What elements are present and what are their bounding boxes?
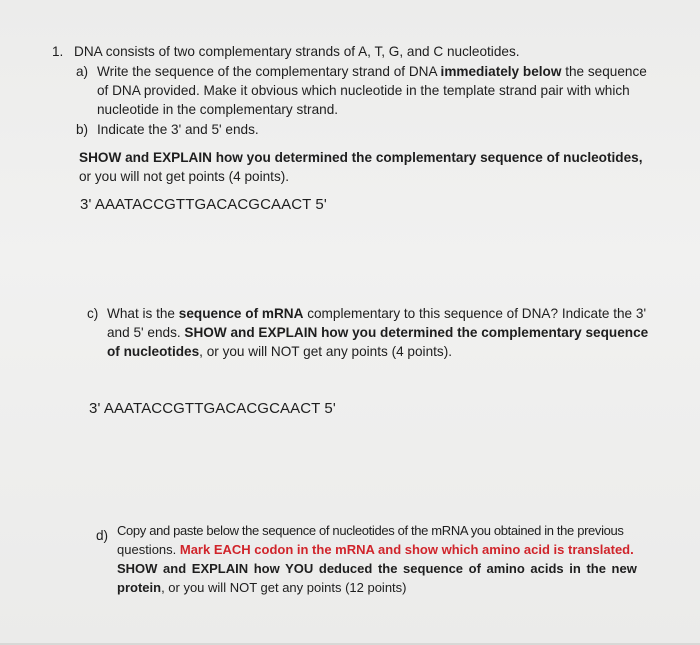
part-d-instruction-red: Mark EACH codon in the mRNA and show which amino acid is translated. xyxy=(179,542,634,557)
part-d-line-4-end: , or you will NOT get any points (12 points) xyxy=(161,580,407,595)
part-c-line-1-end: complementary to this sequence of DNA? Indicate the 3' xyxy=(303,306,647,321)
show-explain-ab-points: or you will not get points (4 points). xyxy=(79,169,290,184)
part-c-line-3-end: , or you will NOT get any points (4 points). xyxy=(199,344,453,359)
part-b-marker: b) xyxy=(76,122,89,137)
part-d-line-4-bold: protein xyxy=(117,580,162,595)
part-d-line-4 xyxy=(117,580,407,595)
part-c-emphasis: sequence of mRNA xyxy=(178,306,304,321)
part-c-line-3 xyxy=(107,344,452,359)
part-a-line-1-text: Write the sequence of the complementary strand of DNA xyxy=(97,64,441,79)
part-b-text: Indicate the 3' and 5' ends. xyxy=(97,122,259,137)
part-d-line-2 xyxy=(117,542,634,557)
part-a-line-2: of DNA provided. Make it obvious which nucleotide in the template strand pair with which xyxy=(97,83,630,98)
part-c-line-1 xyxy=(107,306,646,321)
part-a-line-3: nucleotide in the complementary strand. xyxy=(97,102,339,117)
part-d-line-1: Copy and paste below the sequence of nucleotides of the mRNA you obtained in the previous xyxy=(117,523,624,538)
question-intro: DNA consists of two complementary strands of A, T, G, and C nucleotides. xyxy=(74,44,520,59)
part-a-line-1-end: the sequence xyxy=(561,64,647,79)
part-a-emphasis: immediately below xyxy=(440,64,562,79)
part-d-line-2-text: questions. xyxy=(117,542,180,557)
show-explain-ab-bold: SHOW and EXPLAIN how you determined the complementary sequence of nucleotides, xyxy=(79,150,643,165)
part-a-line-1 xyxy=(97,64,647,79)
part-c-line-2-bold: SHOW and EXPLAIN how you determined the complementary sequence xyxy=(184,325,649,340)
part-c-marker: c) xyxy=(87,306,99,321)
part-c-line-2 xyxy=(107,325,648,340)
part-c-line-3-bold: of nucleotides xyxy=(107,344,200,359)
part-d-marker: d) xyxy=(96,528,109,543)
part-c-line-2-text: and 5' ends. xyxy=(107,325,185,340)
question-number: 1. xyxy=(52,44,64,59)
dna-sequence-1: 3' AAATACCGTTGACACGCAACT 5' xyxy=(80,196,327,213)
part-c-line-1-text: What is the xyxy=(107,306,179,321)
part-a-marker: a) xyxy=(76,64,89,79)
dna-sequence-2: 3' AAATACCGTTGACACGCAACT 5' xyxy=(89,400,336,417)
part-d-line-3: SHOW and EXPLAIN how YOU deduced the sequence of amino acids in the new xyxy=(117,561,637,576)
